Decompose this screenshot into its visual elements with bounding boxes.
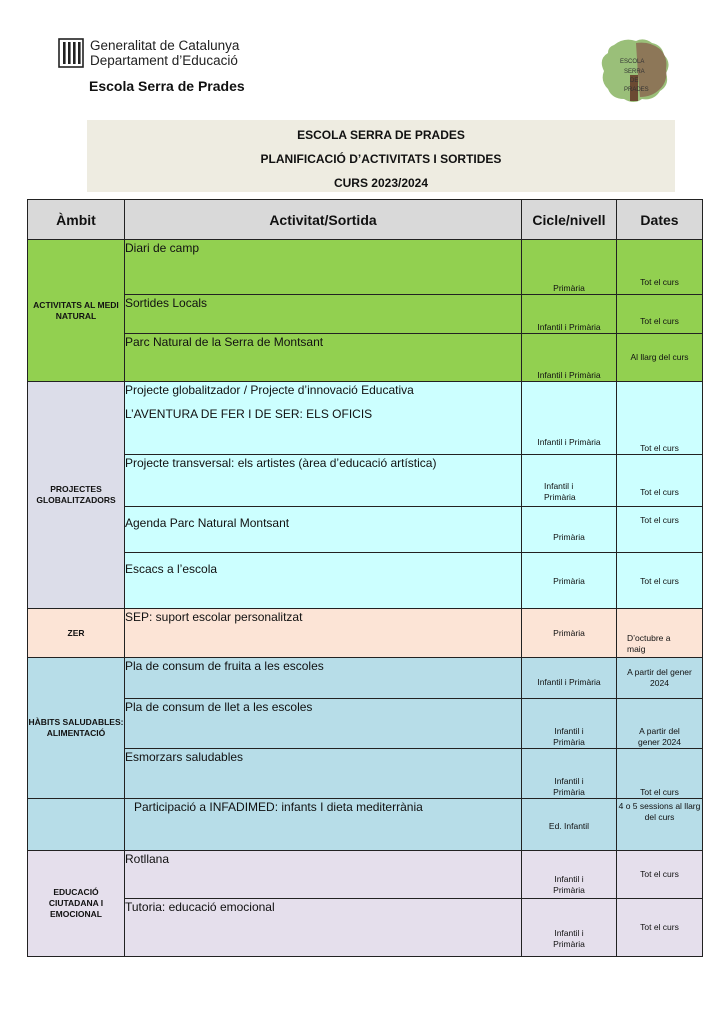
document-title [87,120,675,192]
cicle-cell: Primària [522,240,617,295]
dates-cell: Tot el curs [617,553,703,609]
cicle-cell: Infantil i Primària [522,899,617,957]
activity-cell: Pla de consum de fruita a les escoles [125,658,522,699]
activity-cell [125,382,522,455]
activity-cell: Diari de camp [125,240,522,295]
dates-cell: Tot el curs [617,851,703,899]
dates-cell: Tot el curs [617,899,703,957]
dates-cell: Tot el curs [617,507,703,553]
table-header-row [28,200,703,240]
dates-cell: Tot el curs [617,382,703,455]
table-row [28,799,703,851]
ambit-empty-cell [28,799,125,851]
activities-table [27,199,703,957]
table-row [28,455,703,507]
dates-cell: Al llarg del curs [617,334,703,382]
activity-cell: Sortides Locals [125,295,522,334]
dates-cell: A partir del gener 2024 [617,658,703,699]
dates-cell: D’octubre a maig [617,609,703,658]
cicle-cell: Ed. Infantil [522,799,617,851]
cicle-cell: Infantil i Primària [522,295,617,334]
column-header-activitat: Activitat/Sortida [125,200,522,240]
activity-cell: SEP: suport escolar personalitzat [125,609,522,658]
dates-cell: Tot el curs [617,749,703,799]
table-row [28,851,703,899]
table-row [28,658,703,699]
ambit-medi-natural: ACTIVITATS AL MEDI NATURAL [28,240,125,382]
activity-cell: Parc Natural de la Serra de Montsant [125,334,522,382]
logo-text-2: SERRA [624,69,645,75]
cicle-cell: Infantil i Primària [522,749,617,799]
activity-cell: Esmorzars saludables [125,749,522,799]
column-header-dates: Dates [617,200,703,240]
table-row [28,507,703,553]
cicle-cell: Infantil i Primària [522,851,617,899]
title-line-2: PLANIFICACIÓ D’ACTIVITATS I SORTIDES [260,152,502,166]
activity-cell: Escacs a l’escola [125,553,522,609]
activity-cell: Pla de consum de llet a les escoles [125,699,522,749]
table-row [28,699,703,749]
table-row [28,334,703,382]
generalitat-emblem-icon [58,38,84,68]
activity-cell: Rotllana [125,851,522,899]
cicle-cell: Infantil i Primària [522,658,617,699]
logo-text-4: PRADES [624,87,649,93]
cicle-cell: Infantil i Primària [522,455,617,507]
table-row [28,899,703,957]
activity-line-2: L’AVENTURA DE FER I DE SER: ELS OFICIS [125,407,373,421]
logo-text-1: ESCOLA [620,59,645,65]
cicle-cell: Infantil i Primària [522,334,617,382]
table-row [28,749,703,799]
cicle-cell: Primària [522,609,617,658]
dates-cell: Tot el curs [617,295,703,334]
department-name: Departament d’Educació [90,53,238,68]
logo-text-3: DE [630,78,639,84]
column-header-cicle: Cicle/nivell [522,200,617,240]
school-logo-icon [594,35,676,107]
column-header-ambit: Àmbit [28,200,125,240]
table-row [28,553,703,609]
activity-line-1: Projecte globalitzador / Projecte d’innovació Educativa [125,383,414,397]
activity-cell: Agenda Parc Natural Montsant [125,507,522,553]
ambit-zer: ZER [28,609,125,658]
ambit-educacio: EDUCACIÓ CIUTADANA I EMOCIONAL [28,851,125,957]
activity-cell: Participació a INFADIMED: infants I dieta mediterrània [125,799,522,851]
cicle-cell: Infantil i Primària [522,382,617,455]
org-name: Generalitat de Catalunya [90,38,240,53]
generalitat-logo [58,36,248,72]
title-line-1: ESCOLA SERRA DE PRADES [297,128,465,142]
title-line-3: CURS 2023/2024 [333,176,429,190]
activity-cell: Projecte transversal: els artistes (àrea d’educació artística) [125,455,522,507]
dates-cell: A partir del gener 2024 [617,699,703,749]
dates-cell: Tot el curs [617,455,703,507]
table-row [28,295,703,334]
cicle-cell: Infantil i Primària [522,699,617,749]
table-row [28,240,703,295]
ambit-habits: HÀBITS SALUDABLES: ALIMENTACIÓ [28,658,125,799]
school-name: Escola Serra de Prades [89,78,245,94]
cicle-cell: Primària [522,507,617,553]
dates-cell: 4 o 5 sessions al llarg del curs [617,799,703,851]
cicle-cell: Primària [522,553,617,609]
ambit-projectes: PROJECTES GLOBALITZADORS [28,382,125,609]
dates-cell: Tot el curs [617,240,703,295]
table-row [28,609,703,658]
table-row [28,382,703,455]
activity-cell: Tutoria: educació emocional [125,899,522,957]
